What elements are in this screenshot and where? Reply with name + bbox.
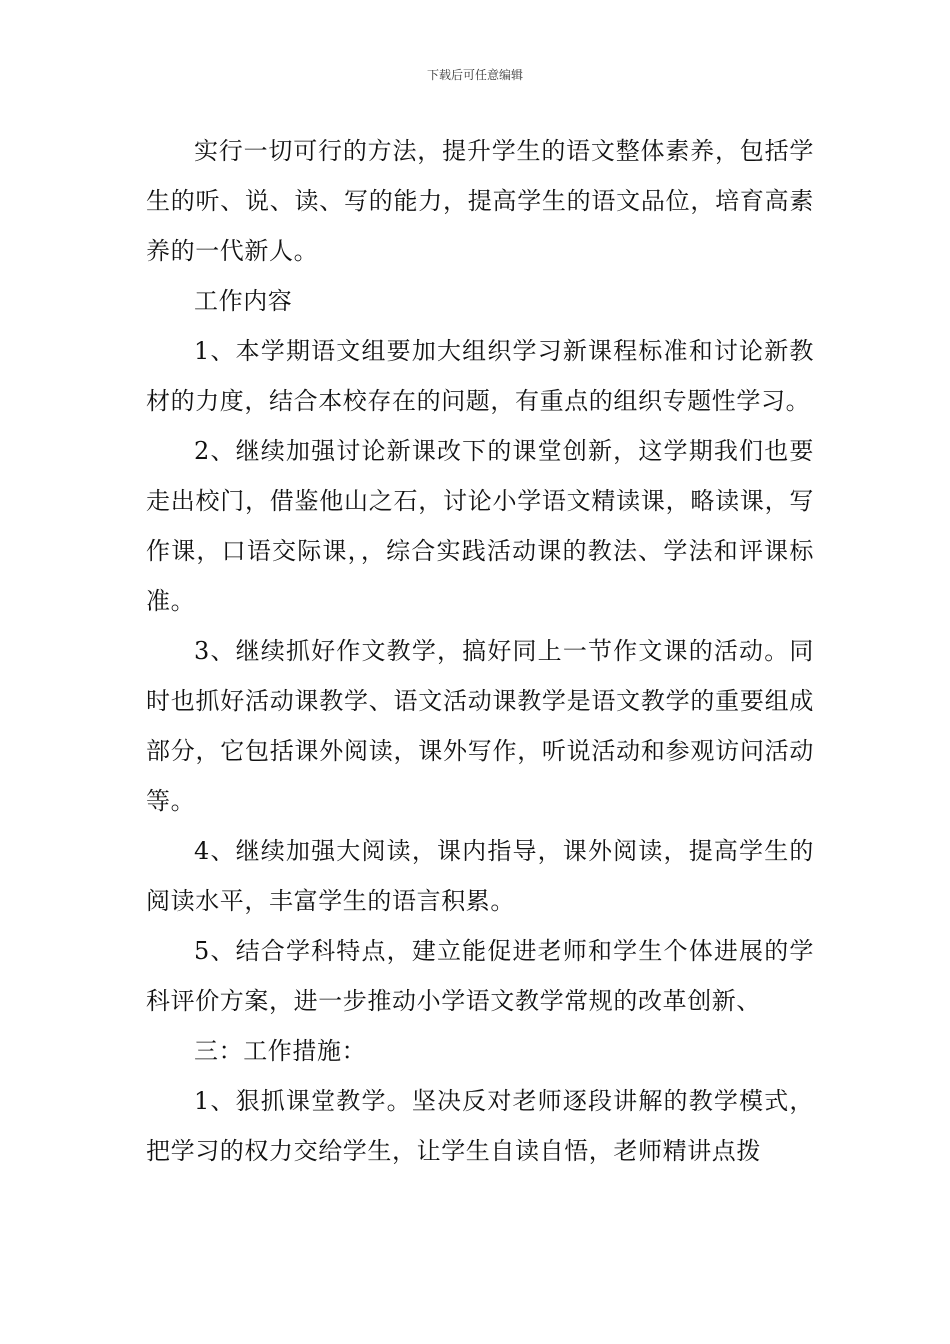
section-heading-measures: 三：工作措施： [194,1037,367,1065]
paragraph-item-4: 4、继续加强大阅读，课内指导，课外阅读，提高学生的阅读水平，丰富学生的语言积累。 [146,837,814,915]
paragraph-item-2: 2、继续加强讨论新课改下的课堂创新，这学期我们也要走出校门，借鉴他山之石，讨论小学语文精读课，略读课，写作课，口语交际课，，综合实践活动课的教法、学法和评课标准。 [146,437,814,615]
paragraph-item-1: 1、本学期语文组要加大组织学习新课程标准和讨论新教材的力度，结合本校存在的问题，有重点的组织专题性学习。 [146,337,814,415]
document-body [146,126,814,1176]
paragraph-item-5: 5、结合学科特点，建立能促进老师和学生个体进展的学科评价方案，进一步推动小学语文教学常规的改革创新、 [146,937,814,1015]
paragraph-goal: 实行一切可行的方法，提升学生的语文整体素养，包括学生的听、说、读、写的能力，提高学生的语文品位，培育高素养的一代新人。 [146,137,814,265]
paragraph-item-3: 3、继续抓好作文教学，搞好同上一节作文课的活动。同时也抓好活动课教学、语文活动课教学是语文教学的重要组成部分，它包括课外阅读，课外写作，听说活动和参观访问活动等。 [146,637,814,815]
section-heading-work-content: 工作内容 [194,287,293,315]
paragraph-measure-1: 1、狠抓课堂教学。坚决反对老师逐段讲解的教学模式，把学习的权力交给学生，让学生自读自悟，老师精讲点拨 [146,1087,814,1165]
page-header-note: 下载后可任意编辑 [426,68,523,82]
